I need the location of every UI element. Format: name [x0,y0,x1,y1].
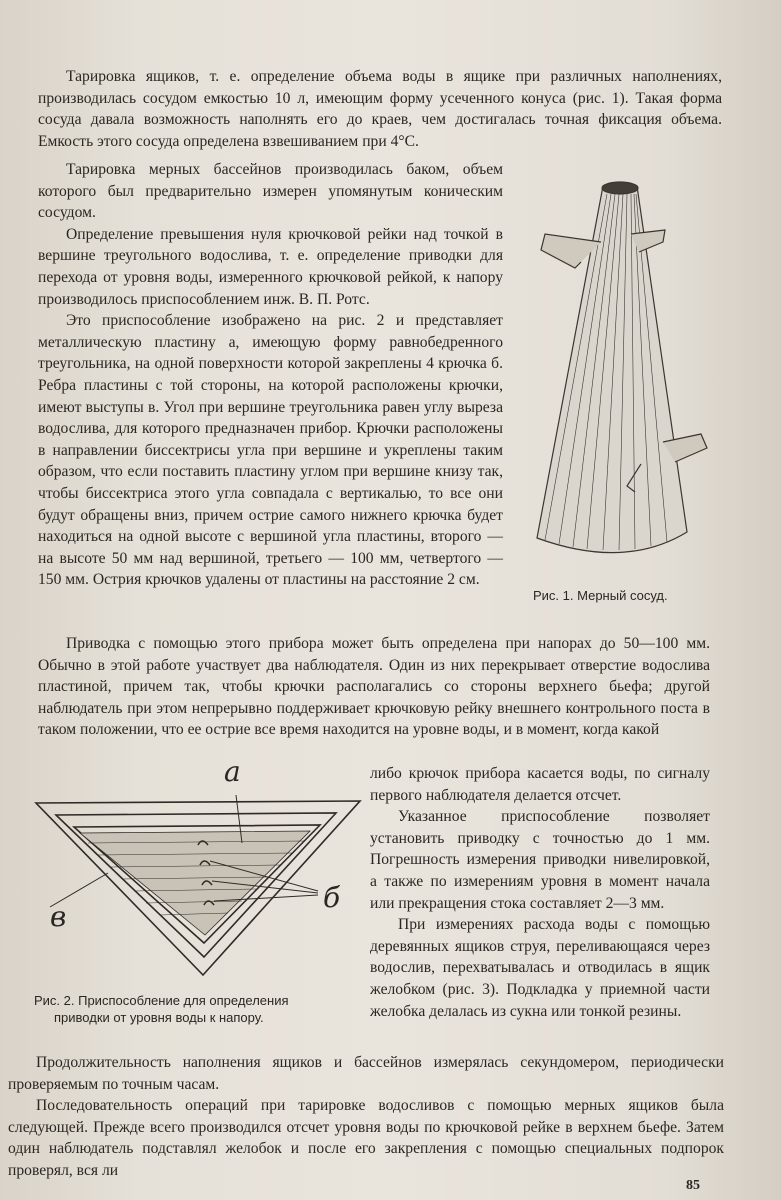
paragraph-2: Тарировка мерных бассейнов производилась баком, объем которого был предварительно измерен упомянутым коническим сосудом. [38,161,503,222]
figure-2-caption-line-1: Рис. 2. Приспособление для определения [34,993,289,1008]
paragraph-3: Определение превышения нуля крючковой рейки над точкой в вершине треугольного водослива, т. е. определение приводки для перехода от уровня воды, измеренного крючковой рейкой, к напору производилось приспособлением инж. В. П. Ротс. [38,225,503,308]
figure-2-caption [34,992,359,1026]
figure-2-label-b: б [323,881,341,914]
text-block-middle [38,633,710,741]
text-block-top [38,66,722,152]
paragraph-4: Это приспособление изображено на рис. 2 и представляет металлическую пластину а, имеющую форму равнобедренного треугольника, на одной поверхности которой закреплены 4 крючка б. Ребра пластины с той стороны, на которой расположены крючки, имеют выступы в. Угол при вершине треугольника равен углу выреза водослива, для которого предназначен прибор. Крючки расположены в направлении биссектрисы угла при вершине и укреплены таким образом, что если поставить пластину углом при вершине книзу так, чтобы биссектриса этого угла совпадала с вертикалью, то все они будут обращены вниз, причем острие самого нижнего крючка будет находиться на одной высоте с вершиной угла пластины, второго — на высоте 50 мм над вершиной, третьего — 100 мм, четвертого — 150 мм. Острия крючков удалены от пластины на расстояние 2 см. [38,312,503,589]
figure-1-vessel [515,172,725,582]
figure-2-caption-line-2: приводки от уровня воды к напору. [54,1010,264,1025]
text-block-left [38,159,503,591]
figure-2-label-v: в [50,900,67,933]
page-number: 85 [686,1178,700,1193]
paragraph-5-continued: либо крючок прибора касается воды, по сигналу первого наблюдателя делается отсчет. [370,765,710,804]
paragraph-6: Указанное приспособление позволяет установить приводку с точностью до 1 мм. Погрешность измерения приводки нивелировкой, а также по измерениям уровня в момент начала или прекращения стока составляет 2—3 мм. [370,808,710,912]
paragraph-8: Продолжительность наполнения ящиков и бассейнов измерялась секундомером, периодически проверяемым по точным часам. [8,1054,724,1093]
paragraph-1: Тарировка ящиков, т. е. определение объема воды в ящике при различных наполнениях, производилась сосудом емкостью 10 л, имеющим форму усеченного конуса (рис. 1). Такая форма сосуда давала возможность наполнять его до краев, чем достигалась точная фиксация объема. Емкость этого сосуда определена взвешиванием при 4°С. [38,68,722,150]
paragraph-9: Последовательность операций при тарировке водосливов с помощью мерных ящиков была следующей. Прежде всего производился отсчет уровня воды по крючковой рейке в верхнем бьефе. Затем один наблюдатель подставлял желобок и после его закрепления с помощью специальных подпорок проверял, вся ли [8,1097,724,1179]
paragraph-7: При измерениях расхода воды с помощью деревянных ящиков струя, переливающаяся через водослив, перехватывалась и отводилась в ящик желобком (рис. 3). Подкладка у приемной части желобка делалась из сукна или тонкой резины. [370,916,710,1020]
text-block-right [370,763,710,1022]
figure-2-label-a: а [224,755,241,788]
figure-2-triangle-device [28,785,368,985]
paragraph-5: Приводка с помощью этого прибора может быть определена при напорах до 50—100 мм. Обычно в этой работе участвует два наблюдателя. Один из них перекрывает отверстие водослива пластиной, причем так, чтобы крючки располагались со стороны верхнего бьефа; другой наблюдатель при этом непрерывно поддерживает крючковую рейку внешнего контрольного поста в таком положении, что ее острие все время находится на уровне воды, и в момент, когда какой [38,635,710,739]
figure-1-caption: Рис. 1. Мерный сосуд. [533,588,668,603]
text-block-bottom [8,1052,724,1182]
